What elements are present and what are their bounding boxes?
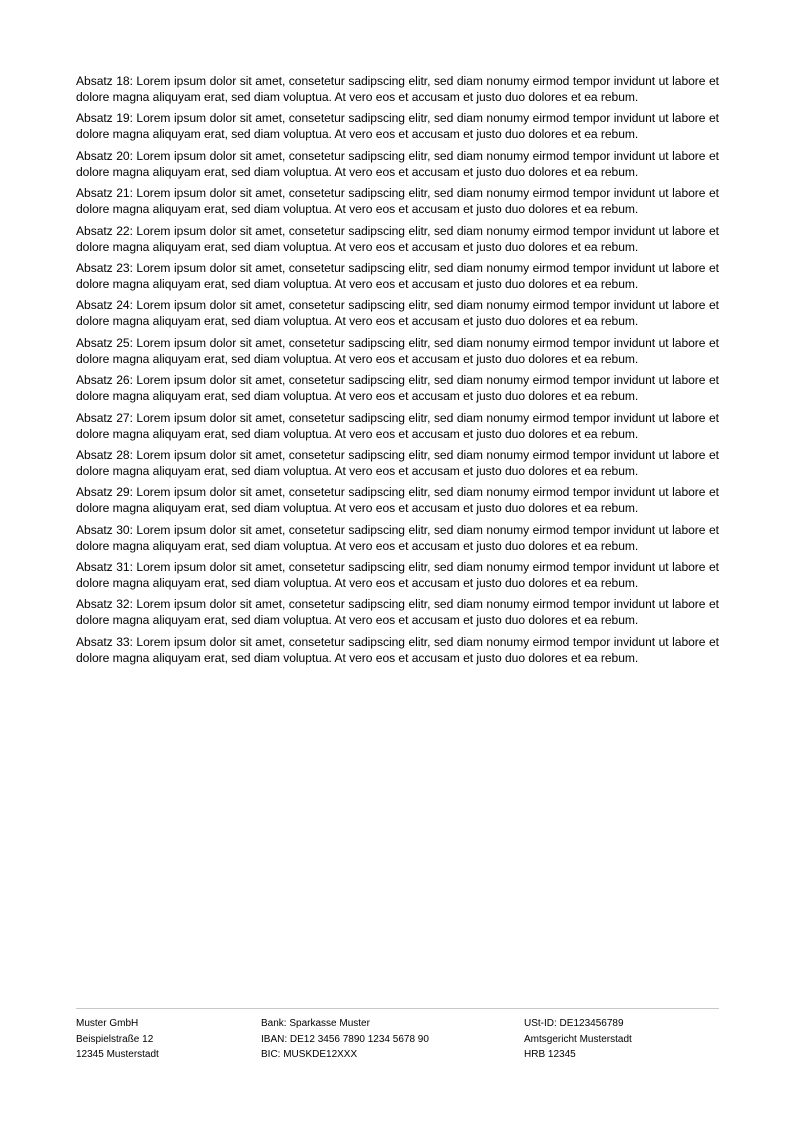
- company-city: 12345 Musterstadt: [76, 1049, 159, 1061]
- page-footer: [76, 1016, 719, 1064]
- company-name: Muster GmbH: [76, 1018, 139, 1029]
- footer-divider: [76, 1008, 719, 1009]
- paragraph: Absatz 22: Lorem ipsum dolor sit amet, consetetur sadipscing elitr, sed diam nonumy eirmod tempor invidunt ut labore et dolore magna aliquyam erat, sed diam voluptua. At vero eos et accusam et justo duo dolores et ea rebum.: [76, 223, 719, 254]
- bank-iban: IBAN: DE12 3456 7890 1234 5678 90: [261, 1033, 429, 1045]
- paragraph: Absatz 27: Lorem ipsum dolor sit amet, consetetur sadipscing elitr, sed diam nonumy eirmod tempor invidunt ut labore et dolore magna aliquyam erat, sed diam voluptua. At vero eos et accusam et justo duo dolores et ea rebum.: [76, 410, 719, 441]
- commercial-register-number: HRB 12345: [524, 1049, 576, 1061]
- paragraph: Absatz 21: Lorem ipsum dolor sit amet, consetetur sadipscing elitr, sed diam nonumy eirmod tempor invidunt ut labore et dolore magna aliquyam erat, sed diam voluptua. At vero eos et accusam et justo duo dolores et ea rebum.: [76, 186, 719, 217]
- paragraph: Absatz 23: Lorem ipsum dolor sit amet, consetetur sadipscing elitr, sed diam nonumy eirmod tempor invidunt ut labore et dolore magna aliquyam erat, sed diam voluptua. At vero eos et accusam et justo duo dolores et ea rebum.: [76, 260, 719, 291]
- paragraph: Absatz 32: Lorem ipsum dolor sit amet, consetetur sadipscing elitr, sed diam nonumy eirmod tempor invidunt ut labore et dolore magna aliquyam erat, sed diam voluptua. At vero eos et accusam et justo duo dolores et ea rebum.: [76, 597, 719, 628]
- paragraph: Absatz 19: Lorem ipsum dolor sit amet, consetetur sadipscing elitr, sed diam nonumy eirmod tempor invidunt ut labore et dolore magna aliquyam erat, sed diam voluptua. At vero eos et accusam et justo duo dolores et ea rebum.: [76, 111, 719, 142]
- footer-bank-block: [261, 1016, 429, 1063]
- paragraph: Absatz 30: Lorem ipsum dolor sit amet, consetetur sadipscing elitr, sed diam nonumy eirmod tempor invidunt ut labore et dolore magna aliquyam erat, sed diam voluptua. At vero eos et accusam et justo duo dolores et ea rebum.: [76, 522, 719, 553]
- bank-name: Bank: Sparkasse Muster: [261, 1018, 370, 1029]
- paragraph: Absatz 29: Lorem ipsum dolor sit amet, consetetur sadipscing elitr, sed diam nonumy eirmod tempor invidunt ut labore et dolore magna aliquyam erat, sed diam voluptua. At vero eos et accusam et justo duo dolores et ea rebum.: [76, 485, 719, 516]
- footer-company-block: [76, 1016, 159, 1063]
- paragraph: Absatz 31: Lorem ipsum dolor sit amet, consetetur sadipscing elitr, sed diam nonumy eirmod tempor invidunt ut labore et dolore magna aliquyam erat, sed diam voluptua. At vero eos et accusam et justo duo dolores et ea rebum.: [76, 560, 719, 591]
- paragraph: Absatz 28: Lorem ipsum dolor sit amet, consetetur sadipscing elitr, sed diam nonumy eirmod tempor invidunt ut labore et dolore magna aliquyam erat, sed diam voluptua. At vero eos et accusam et justo duo dolores et ea rebum.: [76, 447, 719, 478]
- paragraph: Absatz 26: Lorem ipsum dolor sit amet, consetetur sadipscing elitr, sed diam nonumy eirmod tempor invidunt ut labore et dolore magna aliquyam erat, sed diam voluptua. At vero eos et accusam et justo duo dolores et ea rebum.: [76, 373, 719, 404]
- paragraph: Absatz 18: Lorem ipsum dolor sit amet, consetetur sadipscing elitr, sed diam nonumy eirmod tempor invidunt ut labore et dolore magna aliquyam erat, sed diam voluptua. At vero eos et accusam et justo duo dolores et ea rebum.: [76, 74, 719, 104]
- bank-bic: BIC: MUSKDE12XXX: [261, 1049, 358, 1061]
- document-body: [76, 73, 719, 671]
- paragraph: Absatz 25: Lorem ipsum dolor sit amet, consetetur sadipscing elitr, sed diam nonumy eirmod tempor invidunt ut labore et dolore magna aliquyam erat, sed diam voluptua. At vero eos et accusam et justo duo dolores et ea rebum.: [76, 335, 719, 366]
- vat-id: USt-ID: DE123456789: [524, 1018, 624, 1029]
- company-street: Beispielstraße 12: [76, 1033, 154, 1045]
- footer-legal-block: [524, 1016, 632, 1063]
- paragraph: Absatz 24: Lorem ipsum dolor sit amet, consetetur sadipscing elitr, sed diam nonumy eirmod tempor invidunt ut labore et dolore magna aliquyam erat, sed diam voluptua. At vero eos et accusam et justo duo dolores et ea rebum.: [76, 298, 719, 329]
- registry-court: Amtsgericht Musterstadt: [524, 1033, 632, 1045]
- paragraph: Absatz 20: Lorem ipsum dolor sit amet, consetetur sadipscing elitr, sed diam nonumy eirmod tempor invidunt ut labore et dolore magna aliquyam erat, sed diam voluptua. At vero eos et accusam et justo duo dolores et ea rebum.: [76, 148, 719, 179]
- paragraph: Absatz 33: Lorem ipsum dolor sit amet, consetetur sadipscing elitr, sed diam nonumy eirmod tempor invidunt ut labore et dolore magna aliquyam erat, sed diam voluptua. At vero eos et accusam et justo duo dolores et ea rebum.: [76, 634, 719, 665]
